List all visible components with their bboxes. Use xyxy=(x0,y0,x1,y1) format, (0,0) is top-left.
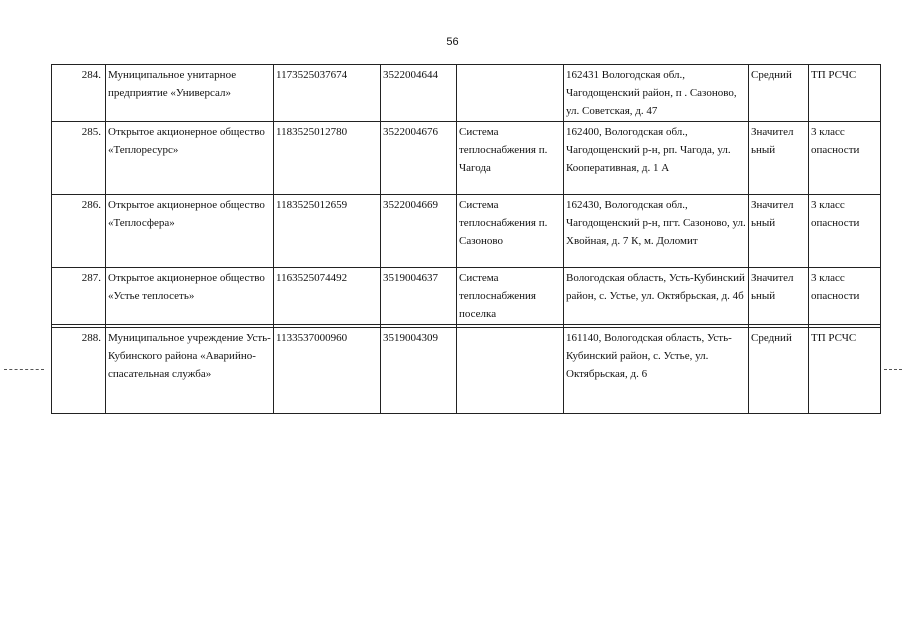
table-row xyxy=(52,268,881,325)
inn-value: 3522004669 xyxy=(381,195,457,268)
organization-name: Открытое акционерное общество «Теплосфера» xyxy=(106,195,274,268)
page-number: 56 xyxy=(446,36,459,48)
organization-name: Муниципальное унитарное предприятие «Универсал» xyxy=(106,65,274,122)
object-name: Система теплоснабжения поселка xyxy=(457,268,564,325)
row-number: 288. xyxy=(52,328,106,414)
hazard-class: ТП РСЧС xyxy=(809,328,881,414)
table-row xyxy=(52,65,881,122)
inn-value: 3522004644 xyxy=(381,65,457,122)
organization-name: Открытое акционерное общество «Устье теплосеть» xyxy=(106,268,274,325)
object-name xyxy=(457,65,564,122)
page-break-line-left xyxy=(4,369,44,370)
hazard-class: 3 класс опасности xyxy=(809,122,881,195)
table-row xyxy=(52,122,881,195)
ogrn-value: 1173525037674 xyxy=(274,65,381,122)
address: 162400, Вологодская обл., Чагодощенский р-н, рп. Чагода, ул. Кооперативная, д. 1 А xyxy=(564,122,749,195)
row-number: 285. xyxy=(52,122,106,195)
row-number: 286. xyxy=(52,195,106,268)
risk-category: Значител ьный xyxy=(749,195,809,268)
ogrn-value: 1183525012780 xyxy=(274,122,381,195)
address: Вологодская область, Усть-Кубинский район, с. Устье, ул. Октябрьская, д. 4б xyxy=(564,268,749,325)
ogrn-value: 1133537000960 xyxy=(274,328,381,414)
row-number: 284. xyxy=(52,65,106,122)
table-row xyxy=(52,328,881,414)
inn-value: 3519004309 xyxy=(381,328,457,414)
page-break-line-right xyxy=(884,369,902,370)
risk-category: Значител ьный xyxy=(749,122,809,195)
object-name: Система теплоснабжения п. Сазоново xyxy=(457,195,564,268)
ogrn-value: 1163525074492 xyxy=(274,268,381,325)
address: 162431 Вологодская обл., Чагодощенский район, п . Сазоново, ул. Советская, д. 47 xyxy=(564,65,749,122)
address: 162430, Вологодская обл., Чагодощенский р-н, пгт. Сазоново, ул. Хвойная, д. 7 К, м. Доломит xyxy=(564,195,749,268)
risk-category: Средний xyxy=(749,65,809,122)
table-row xyxy=(52,195,881,268)
object-name: Система теплоснабжения п. Чагода xyxy=(457,122,564,195)
ogrn-value: 1183525012659 xyxy=(274,195,381,268)
hazard-class: 3 класс опасности xyxy=(809,268,881,325)
inn-value: 3519004637 xyxy=(381,268,457,325)
organization-name: Открытое акционерное общество «Теплоресурс» xyxy=(106,122,274,195)
registry-table xyxy=(51,64,881,414)
inn-value: 3522004676 xyxy=(381,122,457,195)
hazard-class: 3 класс опасности xyxy=(809,195,881,268)
object-name xyxy=(457,328,564,414)
risk-category: Значител ьный xyxy=(749,268,809,325)
hazard-class: ТП РСЧС xyxy=(809,65,881,122)
organization-name: Муниципальное учреждение Усть-Кубинского района «Аварийно-спасательная служба» xyxy=(106,328,274,414)
row-number: 287. xyxy=(52,268,106,325)
risk-category: Средний xyxy=(749,328,809,414)
address: 161140, Вологодская область, Усть-Кубинский район, с. Устье, ул. Октябрьская, д. 6 xyxy=(564,328,749,414)
